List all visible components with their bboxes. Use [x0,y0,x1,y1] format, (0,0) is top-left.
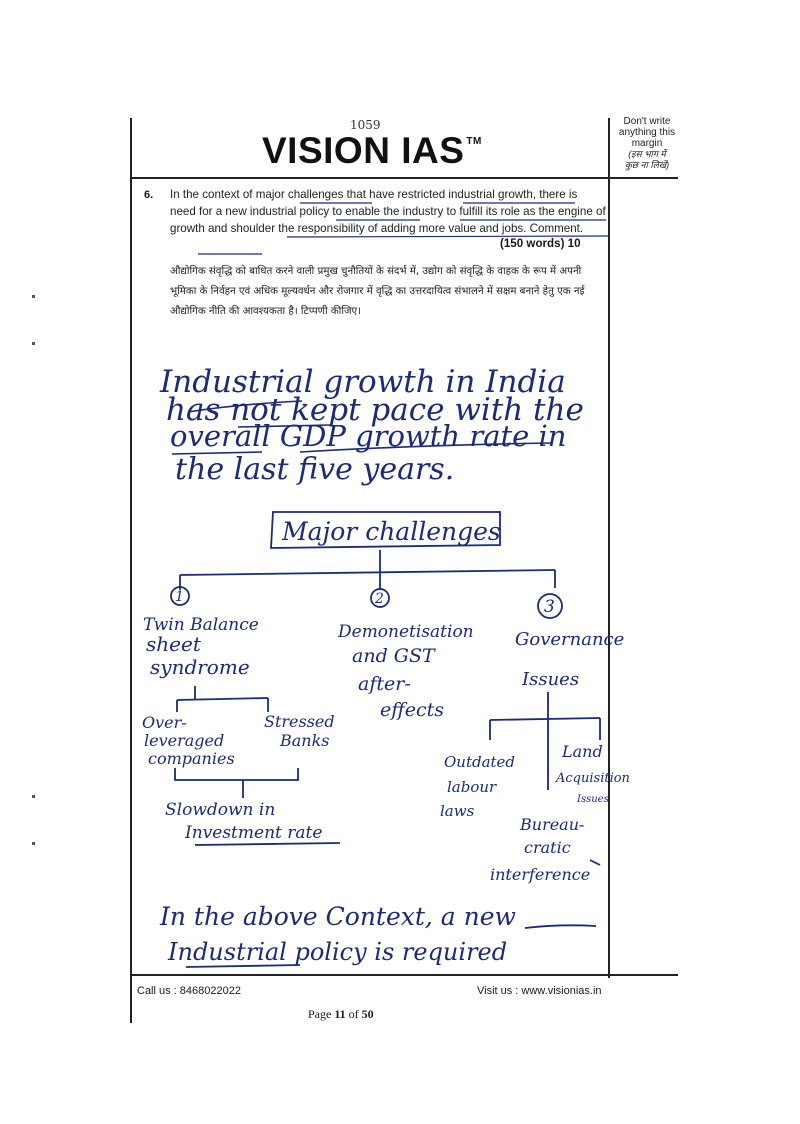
branch1-result: Investment rate [185,823,323,843]
branch3-child: Outdated [444,753,516,771]
question-number: 6. [144,189,154,201]
branch3-line: Issues [522,669,580,690]
branch1-child: Over- [142,713,187,732]
branch3-child: Acquisition [556,771,630,786]
branch2-line: effects [380,699,444,721]
question-underlines [198,203,608,254]
page-prefix: Page [308,1007,332,1021]
trademark: TM [466,136,482,147]
page-code: 1059 [350,118,381,132]
footer-visit: Visit us : www.visionias.in [477,985,602,997]
answer-conclusion-line: Industrial policy is required [168,938,508,966]
page-current: 11 [334,1007,346,1021]
branch3-extra: interference [490,865,591,884]
branch3-child: laws [440,802,475,820]
margin-note-hindi: (इस भाग में [628,149,666,159]
branch2-line: after- [358,673,411,695]
page-of: of [348,1007,359,1021]
margin-note-line: margin [631,138,663,149]
margin-note-hindi: कुछ ना लिखें) [624,160,670,170]
margin-mark [32,842,35,845]
branch2-line: Demonetisation [338,622,474,642]
question-hindi: औद्योगिक संवृद्धि को बाधित करने वाली प्रमुख चुनौतियों के संदर्भ में, उद्योग को संवृद्धि के वाहक के रूप में अपनी भूमिका के निर्वहन एवं अधिक मूल्यवर्धन और रोजगार में वृद्धि का उत्तरदायित्व संभालने में सक्षम बनाने हेतु एक नई औद्योगिक नीति की आवश्यकता है। टिप्पणी कीजिए। [170,266,585,317]
branch1-child: Banks [280,731,330,750]
question-marks: (150 words) 10 [500,237,581,250]
answer-intro-line: Industrial growth in India [160,364,566,400]
answer-conclusion-line: In the above Context, a new [160,902,516,931]
diagram-root: Major challenges [282,517,501,546]
branch2-line: and GST [352,645,435,667]
branch1-line: Twin Balance [143,615,259,635]
answer-intro-line: has not kept pace with the [166,392,584,428]
branch-number: 2 [375,591,384,607]
page-number [308,1007,374,1022]
branch-number: 1 [175,589,184,605]
branch1-child: companies [148,749,235,768]
margin-note-line: anything this [618,127,676,138]
page-total: 50 [361,1007,374,1021]
branch-number: 3 [544,597,555,617]
branch3-child: labour [447,778,497,796]
branch3-child: Issues [577,794,609,805]
answer-intro-line: overall GDP growth rate in [170,419,567,453]
brand-name: VISION IAS [262,130,465,171]
branch3-extra: Bureau- [520,815,585,834]
branch3-line: Governance [515,629,625,650]
answer-intro-line: the last five years. [175,452,455,487]
branch1-line: sheet [146,632,201,656]
footer-call: Call us : 8468022022 [137,985,241,997]
margin-note-line: Don't write [623,116,671,127]
branch1-result: Slowdown in [165,800,276,820]
branch3-extra: cratic [524,838,571,857]
question-text: In the context of major challenges that have restricted industrial growth, there is need for a new industrial policy to enable the industry to fulfill its role as the engine of growth and shoulder the responsibility of adding more value and jobs. Comment. [170,188,606,235]
branch1-child: leveraged [144,731,225,750]
branch1-child: Stressed [264,712,335,731]
branch1-line: syndrome [150,655,250,679]
branch3-child: Land [562,742,603,761]
margin-mark [32,795,35,798]
margin-mark [32,295,35,298]
margin-mark [32,342,35,345]
diagram-lines [171,512,600,967]
